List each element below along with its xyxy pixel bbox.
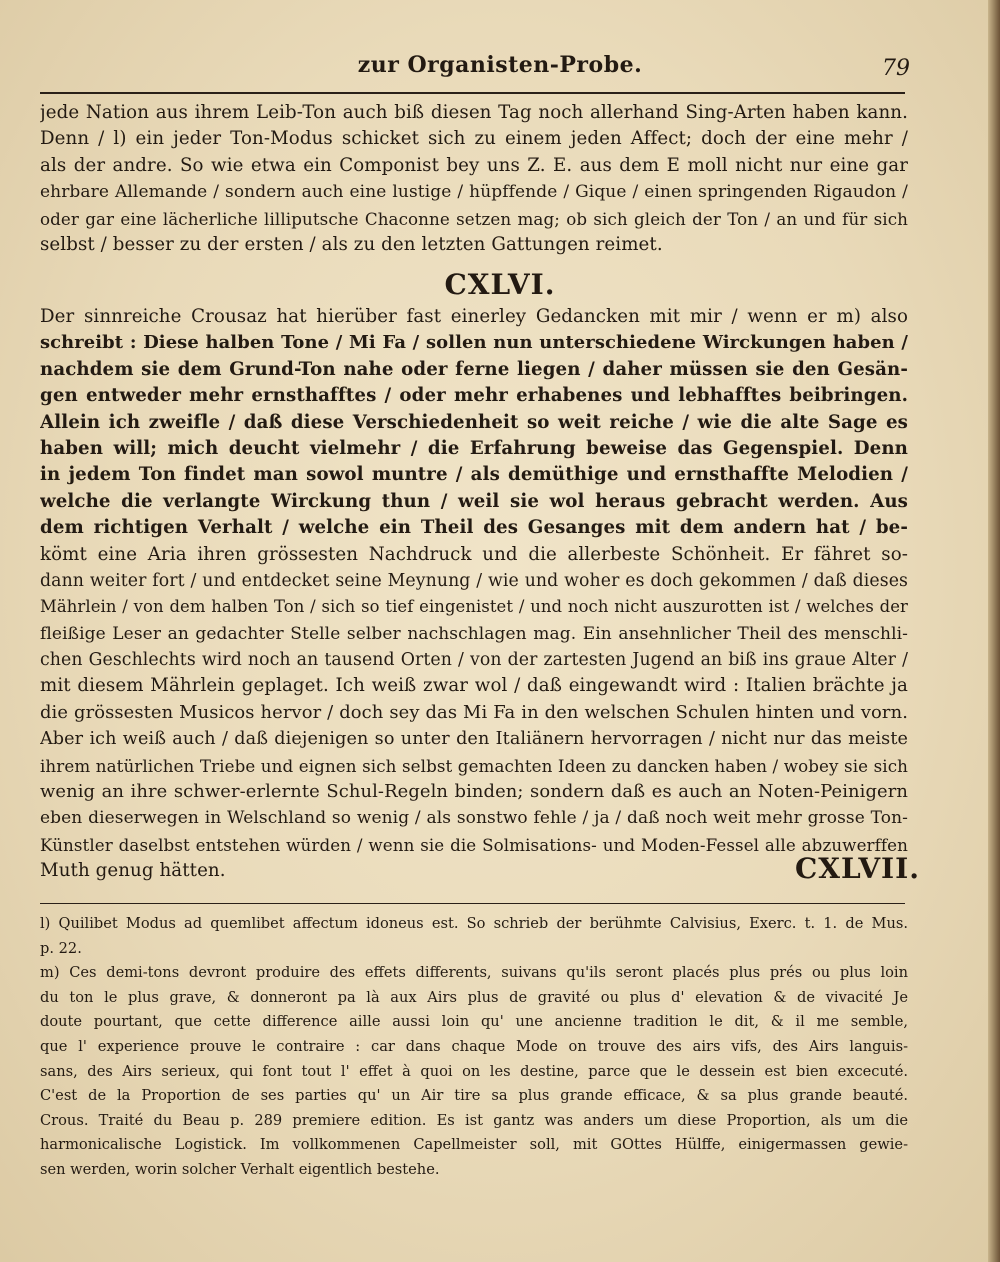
text-line: als der andre. So wie etwa ein Componist bey uns Z. E. aus dem E moll nicht nur eine gar <box>40 154 908 176</box>
footnote-line: sen werden, worin solcher Verhalt eigentlich bestehe. <box>40 1160 440 1178</box>
text-line: Allein ich zweifle / daß diese Verschiedenheit so weit reiche / wie die alte Sage es <box>40 411 908 433</box>
section-heading: CXLVI. <box>444 268 556 301</box>
page-edge-shadow <box>988 0 1000 1262</box>
text-line: ehrbare Allemande / sondern auch eine lustige / hüpffende / Gique / einen springenden Rigaudon / <box>40 182 908 203</box>
page-number: 79 <box>882 56 910 81</box>
footnote-line: sans, des Airs serieux, qui font tout l' effet à quoi on les destine, parce que le dessein est bien excecuté. <box>40 1062 908 1080</box>
footnote-line: du ton le plus grave, & donneront pa là aux Airs plus de gravité ou plus d' elevation & de vivacité Je <box>40 988 908 1006</box>
text-line: gen entweder mehr ernsthafftes / oder mehr erhabenes und lebhafftes beibringen. <box>40 385 908 407</box>
running-head: zur Organisten-Probe. <box>357 52 643 78</box>
text-line: welche die verlangte Wirckung thun / weil sie wol heraus gebracht werden. Aus <box>40 490 908 512</box>
footnotes <box>40 912 908 1183</box>
footnote-rule <box>40 903 905 904</box>
text-line: in jedem Ton findet man sowol muntre / als demüthige und ernsthaffte Melodien / <box>40 464 908 486</box>
footnote-line: p. 22. <box>40 939 82 957</box>
text-line: Künstler daselbst entstehen würden / wenn sie die Solmisations- und Moden-Fessel alle abzuwerffen <box>40 834 908 855</box>
text-line: mit diesem Mährlein geplaget. Ich weiß zwar wol / daß eingewandt wird : Italien brächte ja <box>40 675 908 697</box>
footnote-line: que l' experience prouve le contraire : car dans chaque Mode on trouve des airs vifs, des Airs languis- <box>40 1037 908 1055</box>
footnote-line: m) Ces demi-tons devront produire des effets differents, suivans qu'ils seront placés plus prés ou plus loin <box>40 964 908 982</box>
text-line: dann weiter fort / und entdecket seine Meynung / wie und woher es doch gekommen / daß dieses <box>40 570 908 591</box>
text-line: chen Geschlechts wird noch an tausend Orten / von der zartesten Jugend an biß ins graue Alter / <box>40 650 908 671</box>
text-line: jede Nation aus ihrem Leib-Ton auch biß diesen Tag noch allerhand Sing-Arten haben kann. <box>40 102 908 123</box>
text-line: fleißige Leser an gedachter Stelle selber nachschlagen mag. Ein ansehnlicher Theil des menschli- <box>40 623 908 644</box>
footnote-line: harmonicalische Logistick. Im vollkommenen Capellmeister soll, mit GOttes Hülffe, einigermassen gewie- <box>40 1136 908 1154</box>
text-line: oder gar eine lächerliche lilliputsche Chaconne setzen mag; ob sich gleich der Ton / an und für sich <box>40 208 908 229</box>
text-line: nachdem sie dem Grund-Ton nahe oder ferne liegen / daher müssen sie den Gesän- <box>40 358 908 380</box>
text-line: Denn / l) ein jeder Ton-Modus schicket sich zu einem jeden Affect; doch der eine mehr / <box>40 128 908 150</box>
footnote-line: Crous. Traité du Beau p. 289 premiere edition. Es ist gantz was anders um diese Proportion, als um die <box>40 1111 908 1129</box>
paragraph-1 <box>40 100 908 258</box>
footnote-line: doute pourtant, que cette difference aille aussi loin qu' une ancienne tradition le dit, & il me semble, <box>40 1013 908 1031</box>
footnote-line: C'est de la Proportion de ses parties qu' un Air tire sa plus grande efficace, & sa plus grande beauté. <box>40 1087 908 1105</box>
text-line: dem richtigen Verhalt / welche ein Theil des Gesanges mit dem andern hat / be- <box>40 517 908 539</box>
text-line: Der sinnreiche Crousaz hat hierüber fast einerley Gedancken mit mir / wenn er m) also <box>40 306 908 327</box>
text-line: die grössesten Musicos hervor / doch sey das Mi Fa in den welschen Schulen hinten und vorn. <box>40 701 908 723</box>
paragraph-2 <box>40 304 908 885</box>
text-line: Muth genug hätten. <box>40 860 226 882</box>
text-line: ihrem natürlichen Triebe und eignen sich selbst gemachten Ideen zu dancken haben / wobey sie sich <box>40 755 908 776</box>
text-line: Mährlein / von dem halben Ton / sich so tief eingenistet / und noch nicht auszurotten ist / welches der <box>40 597 908 617</box>
text-line: wenig an ihre schwer-erlernte Schul-Regeln binden; sondern daß es auch an Noten-Peinigern <box>40 781 908 803</box>
text-line: haben will; mich deucht vielmehr / die Erfahrung beweise das Gegenspiel. Denn <box>40 437 908 459</box>
text-line: eben dieserwegen in Welschland so wenig / als sonstwo fehle / ja / daß noch weit mehr grosse Ton- <box>40 808 908 829</box>
text-line: kömt eine Aria ihren grössesten Nachdruck und die allerbeste Schönheit. Er fähret so- <box>40 543 908 565</box>
section-heading: CXLVII. <box>794 852 920 885</box>
text-line: schreibt : Diese halben Tone / Mi Fa / sollen nun unterschiedene Wirckungen haben / <box>40 332 908 354</box>
text-line: Aber ich weiß auch / daß diejenigen so unter den Italiänern hervorragen / nicht nur das meiste <box>40 729 908 750</box>
footnote-line: l) Quilibet Modus ad quemlibet affectum idoneus est. So schrieb der berühmte Calvisius, Exerc. t. 1. de Mus. <box>40 915 908 932</box>
header-rule <box>40 92 905 94</box>
text-line: selbst / besser zu der ersten / als zu den letzten Gattungen reimet. <box>40 233 663 255</box>
